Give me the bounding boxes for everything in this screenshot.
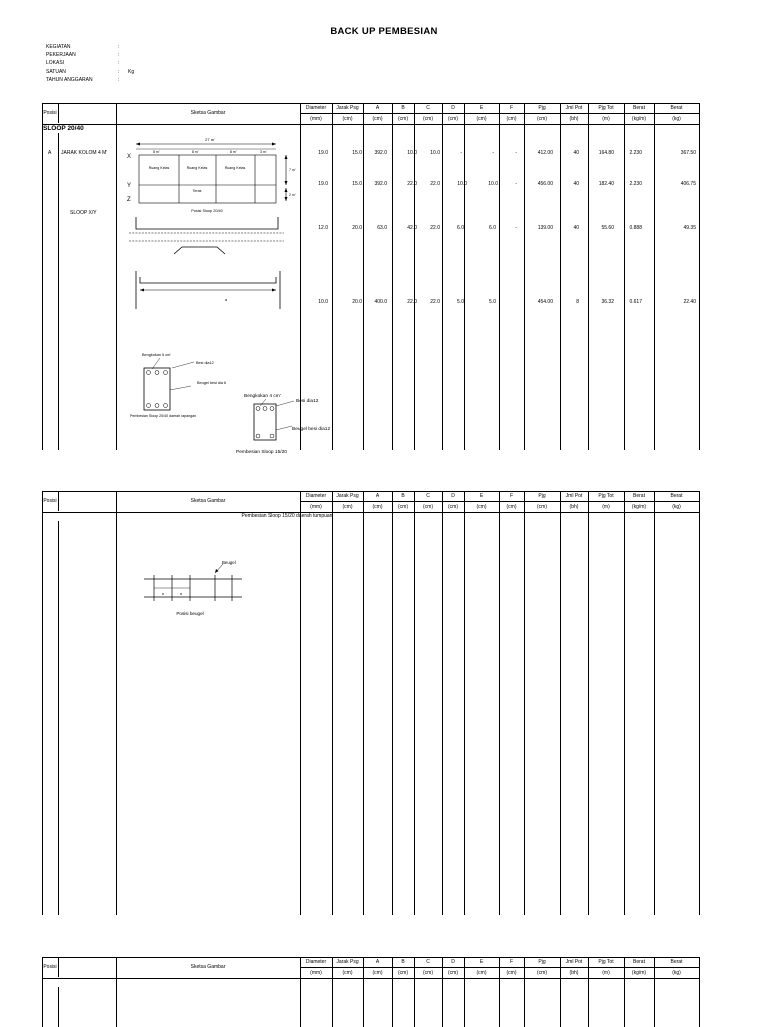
header-pjg-name: Pjg bbox=[538, 105, 546, 111]
span-dim: 8 m' bbox=[153, 150, 160, 154]
header-pjg-name: Pjg bbox=[538, 493, 546, 499]
beugel-spacing-label: n bbox=[162, 591, 165, 596]
header-diameter-name: Diameter bbox=[305, 105, 327, 111]
column-line bbox=[654, 491, 655, 915]
cell-jarak: 20.0 bbox=[352, 225, 362, 231]
header-a-unit: (cm) bbox=[372, 504, 383, 510]
cell-a: 400.0 bbox=[374, 299, 387, 305]
cell-jml: 40 bbox=[573, 181, 579, 187]
column-line bbox=[442, 103, 443, 450]
cell-jml: 40 bbox=[573, 225, 579, 231]
column-line bbox=[392, 491, 393, 915]
axis-y-label: Y bbox=[127, 183, 132, 189]
header-jarak-unit: (cm) bbox=[342, 970, 353, 976]
header-sketsa: Sketsa Gambar bbox=[190, 964, 226, 970]
header-f-unit: (cm) bbox=[506, 504, 517, 510]
header-b-unit: (cm) bbox=[398, 970, 408, 976]
header-pjgtot-name: Pjg Tot bbox=[598, 959, 614, 965]
header-berat-name: Berat bbox=[633, 493, 645, 499]
meta-sep: : bbox=[118, 68, 120, 75]
header-berat-name: Berat bbox=[633, 105, 645, 111]
meta-label: LOKASI bbox=[46, 60, 65, 67]
header-berat-name: Berat bbox=[633, 959, 645, 965]
column-line bbox=[42, 103, 43, 450]
header-jml-name: Jml Pot bbox=[565, 959, 583, 965]
header-c-name: C bbox=[426, 105, 430, 111]
column-line bbox=[699, 491, 700, 915]
header-berat2-unit: (kg) bbox=[672, 504, 681, 510]
cell-pjg: 454.00 bbox=[537, 299, 553, 305]
beugel-caption: Posisi beugel bbox=[176, 611, 204, 616]
cell-a: 63.0 bbox=[377, 225, 387, 231]
header-e-name: E bbox=[479, 959, 484, 965]
sec1-beugel-label: Beugel besi dia 6 bbox=[197, 381, 227, 385]
header-pjg-unit: (cm) bbox=[537, 970, 547, 976]
header-jml-unit: (bh) bbox=[569, 970, 579, 976]
column-line bbox=[588, 491, 589, 915]
beugel-spacing-label: n bbox=[180, 591, 183, 596]
header-berat2-name: Berat bbox=[670, 493, 683, 499]
column-line bbox=[588, 957, 589, 1027]
header-jarak-name: Jarak Psg bbox=[336, 493, 359, 499]
meta-row-tahun bbox=[46, 76, 134, 84]
cell-d: 6.0 bbox=[457, 225, 464, 231]
header-posisi: Posisi bbox=[43, 110, 57, 116]
header-b-name: B bbox=[401, 493, 405, 499]
cell-pjgtot: 182.40 bbox=[598, 181, 614, 187]
cell-b: 10.0 bbox=[407, 150, 417, 156]
header-e-unit: (cm) bbox=[476, 116, 487, 122]
header-e-name: E bbox=[479, 105, 484, 111]
column-line bbox=[442, 491, 443, 915]
cell-f: - bbox=[515, 181, 517, 187]
dim-7m: 7 m' bbox=[289, 168, 296, 172]
column-line bbox=[464, 103, 465, 450]
sec2-bengkok-label: Bengkokan 4 cm' bbox=[244, 394, 281, 399]
header-f-unit: (cm) bbox=[506, 970, 517, 976]
cell-jml: 40 bbox=[573, 150, 579, 156]
column-line bbox=[654, 103, 655, 450]
column-line bbox=[464, 491, 465, 915]
header-berat-unit: (kg/m) bbox=[631, 116, 647, 122]
cell-d: - bbox=[460, 150, 462, 156]
header-jarak-unit: (cm) bbox=[342, 504, 353, 510]
column-line bbox=[300, 103, 301, 450]
cell-diameter: 10.0 bbox=[318, 299, 328, 305]
column-line bbox=[560, 957, 561, 1027]
beugel-position-sketch bbox=[140, 557, 250, 619]
column-line bbox=[524, 103, 525, 450]
cell-c: 22.0 bbox=[430, 181, 440, 187]
cell-a: 392.0 bbox=[374, 181, 387, 187]
rebar-table-3 bbox=[42, 957, 699, 1027]
header-pjgtot-name: Pjg Tot bbox=[598, 493, 614, 499]
column-line bbox=[332, 103, 333, 450]
sec2-caption: Pembesian Sloop 15/20 daerah tumpuan bbox=[241, 513, 333, 519]
column-line bbox=[332, 957, 333, 1027]
column-line bbox=[414, 957, 415, 1027]
beugel-label: Beugel bbox=[222, 560, 236, 565]
meta-sep: : bbox=[118, 60, 120, 67]
column-line bbox=[499, 491, 500, 915]
header-c-name: C bbox=[426, 959, 430, 965]
header-d-unit: (cm) bbox=[448, 116, 458, 122]
item-description: JARAK KOLOM 4 M' bbox=[61, 150, 108, 156]
header-diameter-unit: (mm) bbox=[310, 504, 322, 510]
header-a-unit: (cm) bbox=[372, 116, 383, 122]
cell-berat: 0.888 bbox=[629, 225, 642, 231]
cell-pjgtot: 36.32 bbox=[601, 299, 614, 305]
column-line bbox=[624, 491, 625, 915]
column-line bbox=[560, 491, 561, 915]
cell-pjgtot: 55.60 bbox=[601, 225, 614, 231]
header-d-unit: (cm) bbox=[448, 504, 458, 510]
column-line bbox=[363, 491, 364, 915]
header-jarak-unit: (cm) bbox=[342, 116, 353, 122]
cell-pjgtot: 164.80 bbox=[598, 150, 614, 156]
rebar-circle bbox=[155, 371, 159, 375]
axis-x-label: X bbox=[127, 154, 132, 160]
cell-d: 10.0 bbox=[457, 181, 467, 187]
column-line bbox=[524, 957, 525, 1027]
column-line bbox=[332, 491, 333, 915]
header-sketsa: Sketsa Gambar bbox=[190, 498, 226, 504]
section-title: SLOOP 20/40 bbox=[43, 125, 84, 132]
cell-e: - bbox=[492, 150, 494, 156]
header-d-name: D bbox=[451, 959, 455, 965]
plan-caption: Posisi Sloop 20/40 bbox=[191, 209, 223, 213]
rebar-shape-sketch bbox=[126, 213, 286, 313]
header-sketsa: Sketsa Gambar bbox=[190, 110, 226, 116]
plan-top-dim: 27 m' bbox=[205, 137, 215, 142]
header-diameter-unit: (mm) bbox=[310, 116, 322, 122]
meta-label: TAHUN ANGGARAN bbox=[46, 76, 93, 83]
column-line bbox=[414, 491, 415, 915]
cross-section-lapangan-sketch bbox=[129, 348, 234, 438]
meta-label: KEGIATAN bbox=[46, 44, 71, 50]
header-a-name: A bbox=[375, 493, 380, 499]
column-line bbox=[116, 491, 117, 915]
sec1-bengkok-label: Bengkokan 5 cm' bbox=[142, 353, 172, 357]
header-pjgtot-unit: (m) bbox=[602, 116, 610, 122]
cell-d: 5.0 bbox=[457, 299, 464, 305]
column-line bbox=[524, 491, 525, 915]
cell-f: - bbox=[515, 150, 517, 156]
item-subtitle: SLOOP X/Y bbox=[70, 210, 97, 216]
cell-b: 22.0 bbox=[407, 299, 417, 305]
header-a-name: A bbox=[375, 105, 380, 111]
page-title: BACK UP PEMBESIAN bbox=[330, 26, 438, 37]
header-jml-name: Jml Pot bbox=[565, 493, 583, 499]
header-jarak-name: Jarak Psg bbox=[336, 959, 359, 965]
cell-jarak: 15.0 bbox=[352, 150, 362, 156]
cell-pjg: 139.00 bbox=[537, 225, 553, 231]
header-d-name: D bbox=[451, 493, 455, 499]
header-f-name: F bbox=[509, 959, 514, 965]
meta-sep: : bbox=[118, 44, 120, 50]
cell-diameter: 19.0 bbox=[318, 181, 328, 187]
sec1-caption: Pembesian Sloop 20/40 daerah lapangan bbox=[129, 414, 197, 418]
sec1-besi-label: Besi dia12 bbox=[196, 361, 214, 365]
meta-label: PEKERJAAN bbox=[46, 52, 76, 59]
column-line bbox=[42, 491, 43, 915]
column-line bbox=[58, 133, 59, 450]
header-pjg-name: Pjg bbox=[538, 959, 546, 965]
header-e-unit: (cm) bbox=[476, 504, 487, 510]
sec2-besi-label: Besi dia12 bbox=[296, 399, 319, 404]
header-c-unit: (cm) bbox=[423, 504, 433, 510]
header-berat2-unit: (kg) bbox=[672, 970, 681, 976]
header-pjgtot-unit: (m) bbox=[602, 970, 610, 976]
meta-label: SATUAN bbox=[46, 68, 66, 75]
cell-berat-kg: 406.75 bbox=[680, 181, 696, 187]
cell-pjg: 456.00 bbox=[537, 181, 553, 187]
rebar-circle bbox=[256, 407, 260, 411]
rebar-circle bbox=[164, 404, 168, 408]
column-line bbox=[464, 957, 465, 1027]
column-line bbox=[442, 957, 443, 1027]
header-berat2-unit: (kg) bbox=[672, 116, 681, 122]
column-line bbox=[624, 957, 625, 1027]
sloop-plan-sketch bbox=[118, 133, 302, 213]
room-label: Ruang Kelas bbox=[186, 166, 208, 170]
column-line bbox=[392, 103, 393, 450]
column-line bbox=[654, 957, 655, 1027]
rebar-circle bbox=[147, 371, 151, 375]
cell-e: 5.0 bbox=[489, 299, 496, 305]
item-code: A bbox=[48, 150, 52, 156]
column-line bbox=[699, 957, 700, 1027]
rebar-circle bbox=[155, 404, 159, 408]
header-berat-unit: (kg/m) bbox=[631, 970, 647, 976]
header-a-unit: (cm) bbox=[372, 970, 383, 976]
column-line bbox=[58, 521, 59, 915]
header-pjg-unit: (cm) bbox=[537, 116, 547, 122]
span-dim: 8 m' bbox=[230, 150, 237, 154]
column-line bbox=[300, 957, 301, 1027]
cell-a: 392.0 bbox=[374, 150, 387, 156]
column-line bbox=[499, 957, 500, 1027]
column-line bbox=[414, 103, 415, 450]
column-line bbox=[116, 103, 117, 450]
column-line bbox=[560, 103, 561, 450]
column-line bbox=[588, 103, 589, 450]
meta-row-kegiatan bbox=[46, 43, 134, 51]
header-diameter-name: Diameter bbox=[305, 959, 327, 965]
header-pjg-unit: (cm) bbox=[537, 504, 547, 510]
header-c-unit: (cm) bbox=[423, 970, 433, 976]
column-line bbox=[363, 957, 364, 1027]
rebar-circle bbox=[270, 434, 274, 438]
cell-b: 42.0 bbox=[407, 225, 417, 231]
header-c-unit: (cm) bbox=[423, 116, 433, 122]
header-jarak-name: Jarak Psg bbox=[336, 105, 359, 111]
column-line bbox=[300, 491, 301, 915]
room-label: Ruang Kelas bbox=[224, 166, 246, 170]
meta-row-satuan bbox=[46, 68, 134, 76]
dim-2m: 2 m' bbox=[289, 193, 296, 197]
header-berat-unit: (kg/m) bbox=[631, 504, 647, 510]
cell-f: - bbox=[515, 225, 517, 231]
header-diameter-unit: (mm) bbox=[310, 970, 322, 976]
header-f-name: F bbox=[509, 493, 514, 499]
span-dim: 8 m' bbox=[192, 150, 199, 154]
cell-e: 10.0 bbox=[488, 181, 498, 187]
rebar-table-2 bbox=[42, 491, 699, 915]
cell-berat: 2.230 bbox=[629, 150, 642, 156]
cell-berat: 2.230 bbox=[629, 181, 642, 187]
rebar-circle bbox=[263, 407, 267, 411]
column-line bbox=[699, 103, 700, 450]
cell-b: 22.0 bbox=[407, 181, 417, 187]
cell-pjg: 412.00 bbox=[537, 150, 553, 156]
header-berat2-name: Berat bbox=[670, 959, 683, 965]
column-line bbox=[499, 103, 500, 450]
header-b-name: B bbox=[401, 105, 405, 111]
rebar-circle bbox=[147, 404, 151, 408]
cell-jml: 8 bbox=[576, 299, 579, 305]
sec2-beugel-label: Beugel besi dia12 bbox=[292, 427, 331, 432]
header-berat2-name: Berat bbox=[670, 105, 683, 111]
span-dim: 3 m' bbox=[260, 150, 267, 154]
header-pjgtot-unit: (m) bbox=[602, 504, 610, 510]
cell-e: 6.0 bbox=[489, 225, 496, 231]
cross-section-tumpuan-sketch bbox=[234, 386, 344, 455]
cell-jarak: 15.0 bbox=[352, 181, 362, 187]
cell-c: 10.0 bbox=[430, 150, 440, 156]
meta-sep: : bbox=[118, 52, 120, 59]
cell-berat: 0.617 bbox=[629, 299, 642, 305]
rebar-table-1 bbox=[42, 103, 699, 455]
meta-row-pekerjaan bbox=[46, 51, 134, 59]
cell-diameter: 12.0 bbox=[318, 225, 328, 231]
header-d-name: D bbox=[451, 105, 455, 111]
header-b-unit: (cm) bbox=[398, 116, 408, 122]
header-e-name: E bbox=[479, 493, 484, 499]
header-diameter-name: Diameter bbox=[305, 493, 327, 499]
column-line bbox=[58, 987, 59, 1027]
header-jml-name: Jml Pot bbox=[565, 105, 583, 111]
teras-label: Teras bbox=[192, 189, 202, 193]
header-b-name: B bbox=[401, 959, 405, 965]
header-jml-unit: (bh) bbox=[569, 504, 579, 510]
cell-berat-kg: 22.40 bbox=[683, 299, 696, 305]
header-c-name: C bbox=[426, 493, 430, 499]
meta-block bbox=[46, 43, 134, 84]
header-a-name: A bbox=[375, 959, 380, 965]
header-e-unit: (cm) bbox=[476, 970, 487, 976]
bar-length-label: a bbox=[225, 298, 228, 302]
axis-z-label: Z bbox=[127, 197, 131, 203]
header-b-unit: (cm) bbox=[398, 504, 408, 510]
column-line bbox=[363, 103, 364, 450]
meta-sep: : bbox=[118, 76, 120, 83]
header-pjgtot-name: Pjg Tot bbox=[598, 105, 614, 111]
meta-row-lokasi bbox=[46, 59, 134, 67]
cell-jarak: 20.0 bbox=[352, 299, 362, 305]
cell-c: 22.0 bbox=[430, 299, 440, 305]
header-f-unit: (cm) bbox=[506, 116, 517, 122]
header-posisi: Posisi bbox=[43, 964, 57, 970]
cell-diameter: 19.0 bbox=[318, 150, 328, 156]
rebar-circle bbox=[164, 371, 168, 375]
meta-value: Kg bbox=[128, 68, 135, 75]
rebar-circle bbox=[256, 434, 260, 438]
rebar-circle bbox=[270, 407, 274, 411]
header-posisi: Posisi bbox=[43, 498, 57, 504]
cell-berat-kg: 49.35 bbox=[683, 225, 696, 231]
column-line bbox=[624, 103, 625, 450]
header-f-name: F bbox=[509, 105, 514, 111]
cell-c: 22.0 bbox=[430, 225, 440, 231]
sec2-caption-top: Pembesian Sloop 15/20 bbox=[236, 450, 287, 455]
column-line bbox=[392, 957, 393, 1027]
cell-berat-kg: 367.50 bbox=[680, 150, 696, 156]
header-jml-unit: (bh) bbox=[569, 116, 579, 122]
room-label: Ruang Kelas bbox=[148, 166, 170, 170]
header-d-unit: (cm) bbox=[448, 970, 458, 976]
